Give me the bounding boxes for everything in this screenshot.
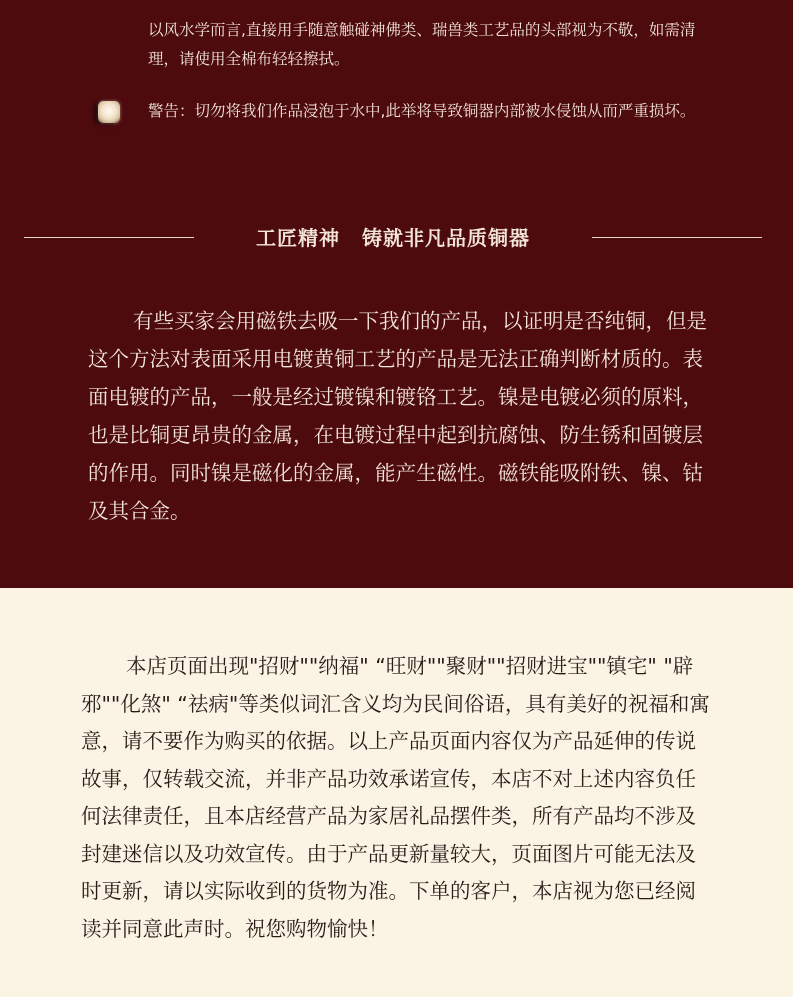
disclaimer-section: [0, 588, 793, 997]
section-heading: [196, 222, 590, 254]
warning-note: 警告：切勿将我们作品浸泡于水中,此举将导致铜器内部被水侵蚀从而严重损坏。: [148, 102, 696, 120]
magnet-explanation-paragraph: 有些买家会用磁铁去吸一下我们的产品，以证明是否纯铜，但是这个方法对表面采用电镀黄铜工艺的产品是无法正确判断材质的。表面电镀的产品，一般是经过镀镍和镀铬工艺。镍是电镀必须的原料，也是比铜更昂贵的金属，在电镀过程中起到抗腐蚀、防生锈和固镀层的作用。同时镍是磁化的金属，能产生磁性。磁铁能吸附铁、镍、钴及其合金。: [88, 309, 707, 523]
heading-part-2: 铸就非凡品质铜器: [362, 226, 530, 250]
disclaimer-paragraph: 本店页面出现"招财""纳福" “旺财""聚财""招财进宝""镇宅" "辟邪""化煞" “祛病"等类似词汇含义均为民间俗语，具有美好的祝福和寓意，请不要作为购买的依据。以上产品页面内容仅为产品延伸的传说故事，仅转载交流，并非产品功效承诺宣传，本店不对上述内容负任何法律责任，且本店经营产品为家居礼品摆件类，所有产品均不涉及封建迷信以及功效宣传。由于产品更新量较大，页面图片可能无法及时更新，请以实际收到的货物为准。下单的客户，本店视为您已经阅读并同意此声时。祝您购物愉快！: [81, 654, 710, 941]
divider-line-left: [24, 237, 194, 238]
divider-line-right: [592, 237, 762, 238]
heading-part-1: 工匠精神: [256, 226, 340, 250]
bullet-icon: [98, 101, 120, 123]
cleaning-note: 以风水学而言,直接用手随意触碰神佛类、瑞兽类工艺品的头部视为不敬，如需清理，请使用全棉布轻轻擦拭。: [148, 21, 696, 68]
